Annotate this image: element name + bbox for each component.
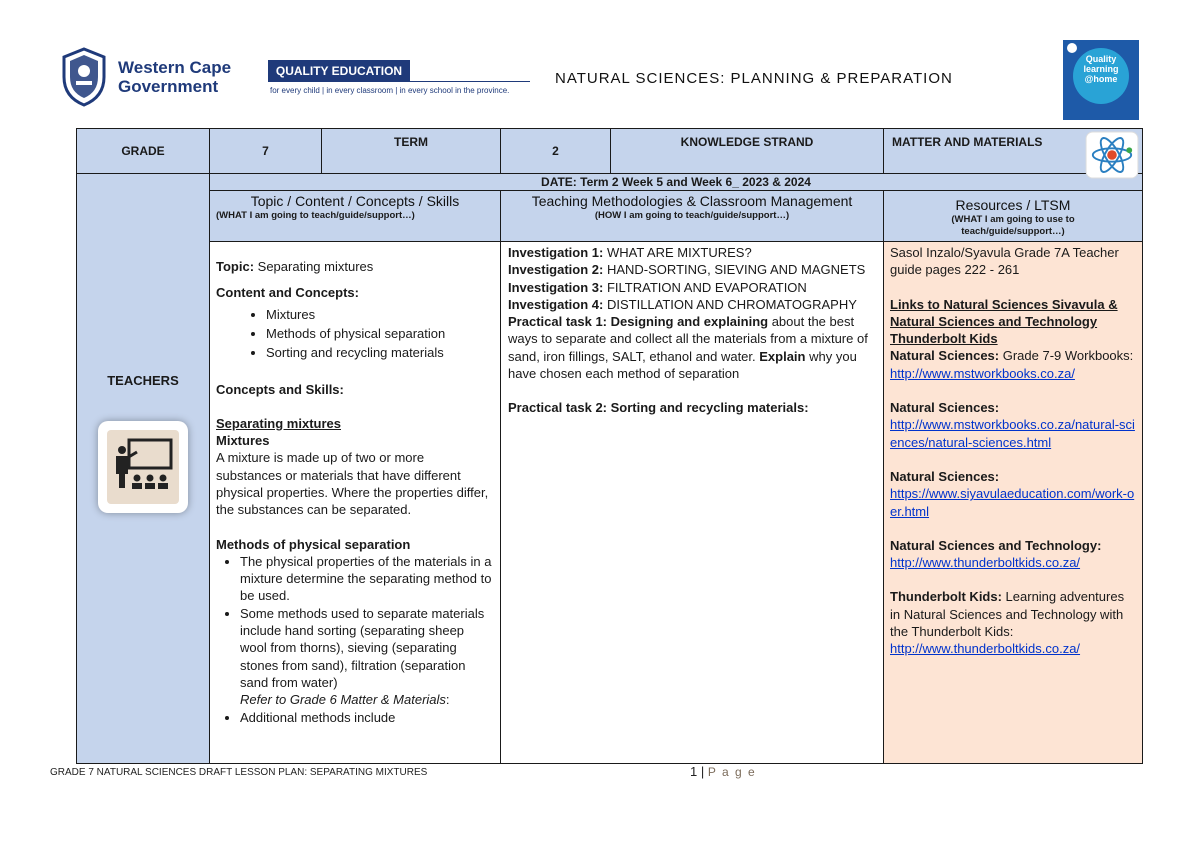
page-separator: |: [697, 764, 708, 779]
practical-task-2: Practical task 2: Sorting and recycling materials:: [508, 400, 809, 416]
practical-task-1-label: Practical task 1: Designing and explaining: [508, 314, 769, 330]
concepts-skills-label: Concepts and Skills:: [216, 382, 344, 398]
nst-line: [890, 554, 1136, 571]
wcg-logo-text: [118, 58, 231, 96]
methods-reference-colon: :: [445, 692, 450, 708]
col2-header: [501, 191, 884, 242]
practical-task-1: [508, 313, 877, 382]
practical-task-1-tail: why you have chosen each method of separation: [508, 348, 857, 382]
col1-header: [210, 191, 501, 242]
date-row: [77, 174, 1143, 191]
ql-seal-icon: [1067, 43, 1077, 53]
investigation-3: [508, 279, 877, 296]
grade-label: GRADE: [77, 129, 210, 174]
footer-document-title: GRADE 7 NATURAL SCIENCES DRAFT LESSON PLAN: SEPARATING MIXTURES: [50, 767, 428, 778]
ns3-line: [890, 485, 1136, 520]
methods-heading: Methods of physical separation: [216, 536, 411, 552]
col2-note: (HOW I am going to teach/guide/support…): [594, 210, 790, 221]
quality-learning-at-home-logo: [1063, 40, 1139, 120]
ns1-line: [890, 347, 1136, 382]
topic-value: Separating mixtures: [254, 259, 374, 274]
mixtures-text: A mixture is made up of two or more substances or materials that have different physical properties. Where the properties differ, the substances can be separated.: [216, 450, 489, 518]
lesson-plan-table: [76, 128, 1143, 764]
links-heading: Links to Natural Sciences Sivavula & Natural Sciences and Technology Thunderbolt Kids: [890, 296, 1118, 347]
thunderbolt-kids-text: Learning adventures in Natural Sciences and Technology with the Thunderbolt Kids:: [890, 589, 1125, 640]
knowledge-strand-cell: [884, 129, 1143, 174]
separating-mixtures-heading: Separating mixtures: [216, 415, 341, 431]
investigation-1: [508, 244, 877, 261]
term-value: 2: [501, 129, 611, 174]
column-headers-row: [77, 191, 1143, 242]
page-heading: NATURAL SCIENCES: PLANNING & PREPARATION: [555, 70, 953, 87]
content-concepts-label: Content and Concepts:: [216, 285, 359, 301]
content-bullet: • Mixtures: [266, 306, 492, 323]
content-bullets: [216, 306, 492, 362]
methods-bullets: [216, 553, 492, 726]
col3-note: (WHAT I am going to use to teach/guide/support…): [951, 214, 1075, 237]
page-word: P a g e: [707, 765, 757, 779]
investigation-1-text: WHAT ARE MIXTURES?: [603, 245, 752, 260]
nst-label: Natural Sciences and Technology:: [890, 537, 1102, 553]
quality-education-logo: QUALITY EDUCATION: [268, 60, 410, 82]
content-bullet: • Methods of physical separation: [266, 325, 492, 342]
grade-value: 7: [210, 129, 322, 174]
teachers-cell: [77, 174, 210, 764]
col1-note: (WHAT I am going to teach/guide/support…): [216, 210, 415, 221]
mstworkbooks-natural-sciences-link[interactable]: http://www.mstworkbooks.co.za/natural-sciences/natural-sciences.html: [890, 417, 1135, 450]
investigation-3-label: Investigation 3:: [508, 279, 604, 295]
investigation-1-label: Investigation 1:: [508, 245, 604, 260]
methods-bullet: • Additional methods include: [240, 709, 492, 726]
atom-icon: [1084, 131, 1140, 179]
topic-label: Topic:: [216, 259, 255, 274]
teacher-icon-backdrop: [107, 430, 179, 504]
term-label: TERM: [322, 129, 501, 174]
investigation-4: [508, 296, 877, 313]
thunderbolt-kids-line: [890, 588, 1136, 657]
wcg-logo-line1: Western Cape: [118, 58, 232, 77]
wcg-logo-line2: Government: [118, 77, 219, 96]
knowledge-strand-label: KNOWLEDGE STRAND: [611, 129, 884, 174]
investigation-3-text: FILTRATION AND EVAPORATION: [603, 279, 807, 295]
siyavula-link[interactable]: https://www.siyavulaeducation.com/work-oer.html: [890, 486, 1135, 519]
ns2-line: [890, 416, 1136, 451]
content-row: [77, 242, 1143, 764]
investigation-2-label: Investigation 2:: [508, 262, 604, 278]
resources-cell: [884, 242, 1143, 764]
ns2-label: Natural Sciences:: [890, 400, 1000, 416]
mstworkbooks-link[interactable]: http://www.mstworkbooks.co.za/: [890, 365, 1075, 381]
quality-education-tagline: for every child | in every classroom | in every school in the province.: [270, 86, 510, 95]
grade-term-row: [77, 129, 1143, 174]
methods-bullet: [240, 605, 492, 709]
investigation-2: [508, 261, 877, 278]
teacher-classroom-icon: [98, 421, 188, 513]
footer-page-number: [690, 764, 756, 779]
methods-bullet: • The physical properties of the materials in a mixture determine the separating method to be used.: [240, 553, 492, 605]
quality-education-divider: [410, 81, 530, 82]
topic-line: [216, 258, 492, 275]
ns1-text: Grade 7-9 Workbooks:: [999, 348, 1134, 364]
page-number: 1: [690, 764, 698, 779]
col2-title: Teaching Methodologies & Classroom Management: [531, 193, 853, 209]
ql-logo-text: Quality learning @home: [1083, 54, 1119, 84]
western-cape-coat-of-arms-icon: [60, 47, 108, 107]
thunderbolt-kids-label: Thunderbolt Kids:: [890, 589, 1002, 605]
content-bullet: • Sorting and recycling materials: [266, 344, 492, 361]
ns1-label: Natural Sciences:: [890, 348, 1000, 364]
investigation-2-text: HAND-SORTING, SIEVING AND MAGNETS: [603, 262, 866, 278]
practical-task-1-explain: Explain: [759, 348, 806, 364]
thunderboltkids-link[interactable]: http://www.thunderboltkids.co.za/: [890, 555, 1081, 571]
teachers-label: TEACHERS: [107, 373, 179, 388]
investigation-4-label: Investigation 4:: [508, 296, 604, 312]
methodologies-cell: [501, 242, 884, 764]
investigation-4-text: DISTILLATION AND CHROMATOGRAPHY: [603, 296, 857, 312]
col3-title: Resources / LTSM: [955, 197, 1071, 213]
mixtures-heading: Mixtures: [216, 433, 270, 449]
teacher-board-icon: [107, 430, 179, 504]
methods-bullet-text: Some methods used to separate materials include hand sorting (separating sheep wool from thorns), sieving (separating stones from sand), filtration (separation sand from water): [240, 605, 485, 690]
topic-content-cell: [210, 242, 501, 764]
thunderboltkids-link-2[interactable]: http://www.thunderboltkids.co.za/: [890, 641, 1081, 657]
col3-header: [884, 191, 1143, 242]
ns3-label: Natural Sciences:: [890, 468, 1000, 484]
methods-reference: Refer to Grade 6 Matter & Materials: [240, 692, 446, 708]
practical-task-1-text: about the best ways to separate and collect all the materials from a mixture of sand, iron fillings, SALT, ethanol and water.: [508, 314, 868, 364]
date-cell: DATE: Term 2 Week 5 and Week 6_ 2023 & 2024: [210, 174, 1143, 191]
col1-title: Topic / Content / Concepts / Skills: [250, 193, 460, 209]
knowledge-strand-value: MATTER AND MATERIALS: [892, 135, 1043, 149]
resources-intro: Sasol Inzalo/Syavula Grade 7A Teacher guide pages 222 - 261: [890, 245, 1119, 278]
